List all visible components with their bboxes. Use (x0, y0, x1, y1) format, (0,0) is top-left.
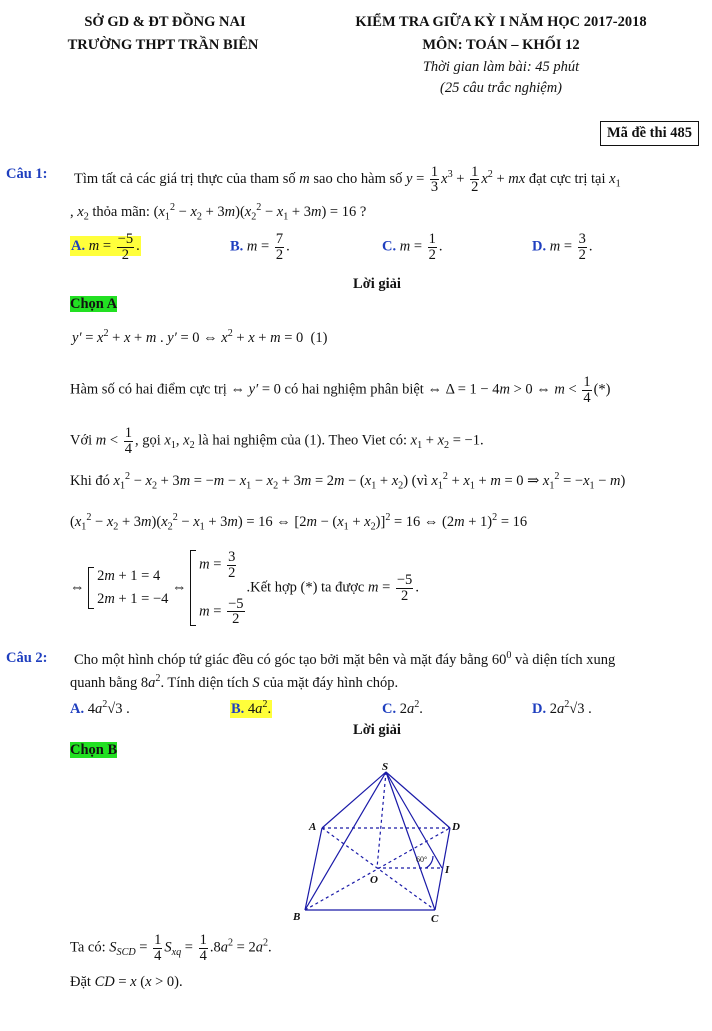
height-so (377, 772, 386, 868)
q1-label: Câu 1: (6, 166, 48, 182)
q2-ta-co: Ta có: $S_{SCD}$ = $\frac{1}{4}$ $S_{xq}$ = $\frac{1}{4}$ $.8a^2 = 2a^2$. (70, 932, 272, 964)
label-s: S (382, 761, 389, 773)
q1-option-b: B. m = $\frac{7}{2}$ . (230, 231, 290, 263)
label-d: D (452, 821, 460, 833)
q1-condition: Hàm số có hai điểm cực trị ⇔ y′ = 0 có hai nghiệm phân biệt ⇔ Δ = 1 − 4m > 0 ⇔ m < $\frac{1}{4}$ (*) (70, 374, 611, 406)
q1-viet: Với m < $\frac{1}{4}$ , gọi $x_1$, $x_2$ là hai nghiệm của (1). Theo Viet có: $x_1 + x_2 = -1$. (70, 425, 484, 457)
q2-stem: Cho một hình chóp tứ giác đều có góc tạo bởi mặt bên và mặt đáy bằng $60^0$ và diện tích xung (74, 650, 616, 668)
question-count: (25 câu trắc nghiệm) (439, 80, 562, 96)
q1-stem-cont: , $x_2$ thỏa mãn: $(x_1^2 - x_2 + 3m)(x_2^2 - x_1 + 3m) = 16$ ? (70, 202, 367, 223)
q1-option-c: C. m = $\frac{1}{2}$ . (382, 231, 443, 263)
subject-title: MÔN: TOÁN – KHỐI 12 (422, 37, 580, 53)
q2-solution-title: Lời giải (353, 722, 401, 738)
q1-solution-title: Lời giải (353, 276, 401, 292)
q1-system: ⇔ 2m + 1 = 4 2m + 1 = −4 ⇔ m = $\frac{3}{2}$ m = $\frac{-5}{2}$ .Kết hợp (*) ta được m = $\frac{-5}{2}$ . (70, 549, 419, 628)
label-b: B (293, 911, 301, 923)
q1-choice: Chọn A (70, 296, 118, 312)
label-a: A (309, 821, 317, 833)
q2-option-b: B. $4a^2$. (231, 699, 272, 717)
pyramid-figure (285, 760, 475, 930)
time-limit: Thời gian làm bài: 45 phút (422, 59, 580, 75)
q1-substitution: Khi đó $x_1^2 - x_2 + 3m = -m - x_1 - x_2 + 3m = 2m - (x_1 + x_2)$ (vì $x_1^2 + x_1 + m = 0$ ⇒ $x_1^2 = -x_1 - m$) (70, 471, 626, 492)
label-angle: 60° (416, 855, 428, 864)
q2-option-d: D. $2a^2√3$ . (532, 699, 592, 717)
exam-title: KIỂM TRA GIỮA KỲ I NĂM HỌC 2017-2018 (355, 14, 647, 30)
q2-dat: Đặt CD = x (x > 0). (70, 974, 183, 990)
exam-code: Mã đề thi 485 (600, 121, 699, 146)
apothem-si (386, 772, 442, 868)
q2-stem-cont: quanh bằng $8a^2$. Tính diện tích S của mặt đáy hình chóp. (70, 673, 399, 691)
dept-name: SỞ GD & ĐT ĐỒNG NAI (84, 14, 246, 30)
edge-sb (305, 772, 386, 910)
q1-stem: Tìm tất cả các giá trị thực của tham số m sao cho hàm số y = $\frac{1}{3}$ $x^3$ + $\frac{1}{2}$ $x^2$ + mx đạt cực trị tại $x_1$ (74, 163, 621, 195)
q1-option-a: A. m = $\frac{-5}{2}$ . (71, 231, 140, 263)
label-o: O (370, 874, 378, 886)
q2-option-a: A. $4a^2√3$ . (70, 699, 130, 717)
q1-equation: $(x_1^2 - x_2 + 3m)(x_2^2 - x_1 + 3m) = 16$ ⇔ $[2m - (x_1 + x_2)]^2 = 16$ ⇔ $(2m + 1)^2 = 16$ (70, 512, 528, 533)
q1-derivative: $y' = x^2 + x + m$ . y′ = 0 ⇔ $x^2 + x + m = 0$ (1) (72, 328, 328, 346)
edge-ab (305, 828, 322, 910)
school-name: TRƯỜNG THPT TRẦN BIÊN (67, 37, 259, 53)
q2-label: Câu 2: (6, 650, 48, 666)
q2-choice: Chọn B (70, 742, 118, 758)
edge-sa (322, 772, 386, 828)
label-i: I (445, 864, 450, 876)
q2-option-c: C. $2a^2$. (382, 699, 423, 717)
label-c: C (431, 913, 439, 925)
q1-option-d: D. m = $\frac{3}{2}$ . (532, 231, 593, 263)
